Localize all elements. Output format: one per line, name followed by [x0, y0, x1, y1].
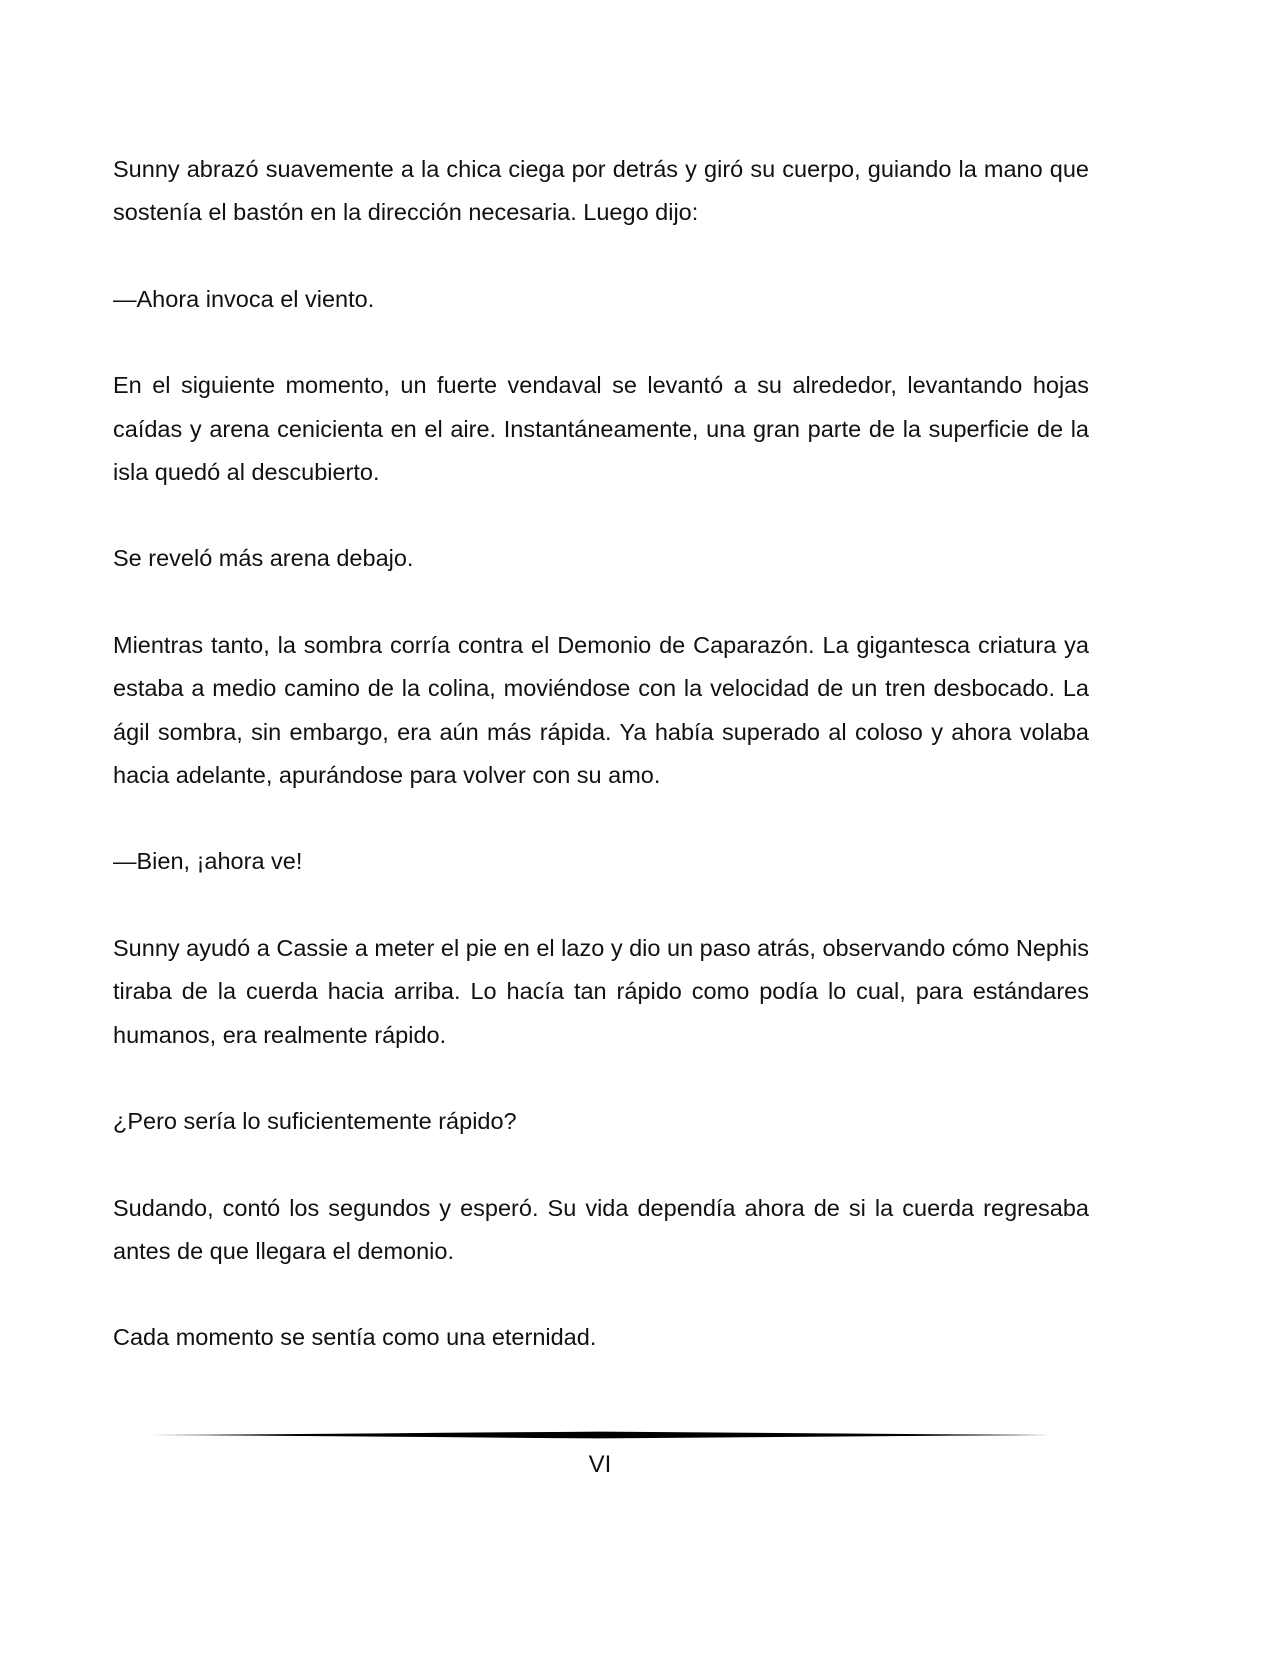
- paragraph-9: Sudando, contó los segundos y esperó. Su vida dependía ahora de si la cuerda regresaba antes de que llegara el demonio.: [113, 1194, 1089, 1264]
- paragraph-8: ¿Pero sería lo suficientemente rápido?: [113, 1108, 517, 1135]
- paragraph-3: En el siguiente momento, un fuerte vendaval se levantó a su alrededor, levantando hojas caídas y arena cenicienta en el aire. Instantáneamente, una gran parte de la superficie de la isla quedó al descubierto.: [113, 372, 1089, 486]
- footer-divider: [150, 1428, 1050, 1442]
- paragraph-6: —Bien, ¡ahora ve!: [113, 848, 303, 875]
- paragraph-2: —Ahora invoca el viento.: [113, 285, 375, 312]
- paragraph-10: Cada momento se sentía como una eternidad.: [113, 1324, 597, 1351]
- page-number: VI: [588, 1451, 612, 1478]
- paragraph-4: Se reveló más arena debajo.: [113, 545, 414, 572]
- paragraph-7: Sunny ayudó a Cassie a meter el pie en el lazo y dio un paso atrás, observando cómo Nephis tiraba de la cuerda hacia arriba. Lo hacía tan rápido como podía lo cual, para estándares humanos, era realmente rápido.: [113, 934, 1089, 1048]
- body-text: [113, 148, 1089, 1360]
- paragraph-1: Sunny abrazó suavemente a la chica ciega por detrás y giró su cuerpo, guiando la mano que sostenía el bastón en la dirección necesaria. Luego dijo:: [113, 156, 1089, 226]
- paragraph-5: Mientras tanto, la sombra corría contra el Demonio de Caparazón. La gigantesca criatura ya estaba a medio camino de la colina, moviéndose con la velocidad de un tren desbocado. La ágil sombra, sin embargo, era aún más rápida. Ya había superado al coloso y ahora volaba hacia adelante, apurándose para volver con su amo.: [113, 631, 1089, 789]
